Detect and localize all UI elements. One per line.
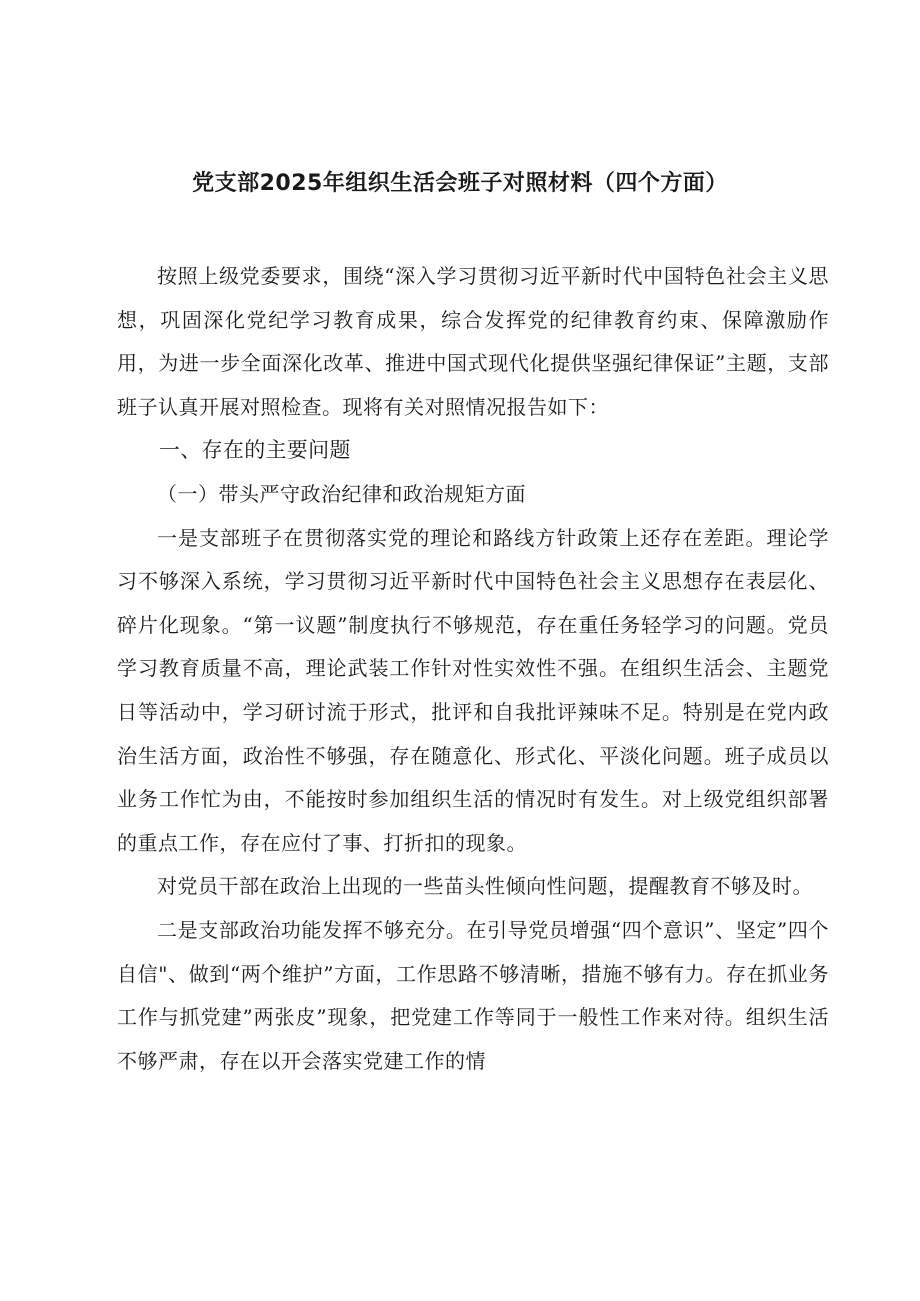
subsection-heading-political-discipline: （一）带头严守政治纪律和政治规矩方面 [157,481,526,506]
document-body [117,255,829,1083]
body-paragraph-1: 一是支部班子在贯彻落实党的理论和路线方针政策上还存在差距。理论学习不够深入系统，学习贯彻习近平新时代中国特色社会主义思想存在表层化、碎片化现象。“第一议题”制度执行不够规范，存在重任务轻学习的问题。党员学习教育质量不高，理论武装工作针对性实效性不强。在组织生活会、主题党日等活动中，学习研讨流于形式，批评和自我批评辣味不足。特别是在党内政治生活方面，政治性不够强，存在随意化、形式化、平淡化问题。班子成员以业务工作忙为由，不能按时参加组织生活的情况时有发生。对上级党组织部署的重点工作，存在应付了事、打折扣的现象。 [117,525,829,855]
body-paragraph-3: 二是支部政治功能发挥不够充分。在引导党员增强“四个意识”、坚定”四个自信"、做到“两个维护”方面，工作思路不够清晰，措施不够有力。存在抓业务工作与抓党建”两张皮”现象，把党建工作等同于一般性工作来对待。组织生活不够严肃，存在以开会落实党建工作的情 [117,917,829,1073]
document-title: 党支部2025年组织生活会班子对照材料（四个方面） [192,171,728,196]
section-heading-problems: 一、存在的主要问题 [159,438,351,463]
body-paragraph-2: 对党员干部在政治上出现的一些苗头性倾向性问题，提醒教育不够及时。 [157,874,813,899]
intro-paragraph: 按照上级党委要求，围绕“深入学习贯彻习近平新时代中国特色社会主义思想，巩固深化党纪学习教育成果，综合发挥党的纪律教育约束、保障激励作用，为进一步全面深化改革、推进中国式现代化提供坚强纪律保证”主题，支部班子认真开展对照检查。现将有关对照情况报告如下： [117,264,829,419]
